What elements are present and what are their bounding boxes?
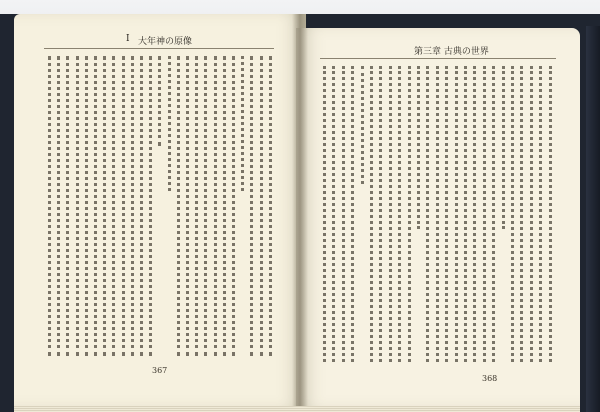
left-running-header: 大年神の原像 (138, 37, 193, 47)
text-column-line (131, 56, 134, 356)
book-gutter (292, 14, 308, 407)
right-folio: 368 (482, 374, 498, 383)
text-column-line (323, 66, 326, 362)
text-column-line (549, 66, 552, 362)
text-column-line (168, 56, 171, 191)
text-column-line (214, 56, 217, 356)
right-body-text (318, 66, 558, 362)
text-column-line (332, 66, 335, 362)
text-column-line (103, 56, 106, 356)
text-column-line (370, 66, 373, 362)
page-edges (14, 406, 580, 412)
text-column-line (269, 56, 272, 356)
text-column-line (48, 56, 51, 356)
text-column-line (112, 56, 115, 356)
text-column-line (177, 56, 180, 356)
text-column-line (492, 66, 495, 362)
right-running-header: 第三章 古典の世界 (414, 47, 489, 57)
text-column-line (539, 66, 542, 362)
text-column-line (417, 66, 420, 229)
text-column-line (66, 56, 69, 356)
text-column-line (530, 66, 533, 362)
text-column-line (85, 56, 88, 356)
text-column-line (76, 56, 79, 356)
text-column-line (464, 66, 467, 362)
left-folio: 367 (152, 366, 168, 375)
text-column-line (511, 66, 514, 362)
text-column-line (361, 66, 364, 184)
text-column-line (351, 66, 354, 362)
right-header-rule (320, 58, 556, 59)
text-column-line (149, 56, 152, 356)
text-column-line (426, 66, 429, 362)
left-chapter-mark: Ⅰ (126, 34, 130, 44)
text-column-line (342, 66, 345, 362)
text-column-line (398, 66, 401, 362)
text-column-line (483, 66, 486, 362)
text-column-line (140, 56, 143, 356)
text-column-line (502, 66, 505, 229)
text-column-line (250, 56, 253, 356)
text-column-line (122, 56, 125, 356)
text-column-line (445, 66, 448, 362)
left-header-rule (44, 48, 274, 49)
left-body-text (42, 56, 278, 356)
text-column-line (436, 66, 439, 362)
text-column-line (379, 66, 382, 362)
text-column-line (94, 56, 97, 356)
text-column-line (408, 66, 411, 362)
text-column-line (232, 56, 235, 356)
text-column-line (186, 56, 189, 356)
cover-edge (586, 26, 600, 412)
text-column-line (195, 56, 198, 356)
text-column-line (241, 56, 244, 191)
text-column-line (57, 56, 60, 356)
text-column-line (204, 56, 207, 356)
text-column-line (389, 66, 392, 362)
text-column-line (473, 66, 476, 362)
text-column-line (455, 66, 458, 362)
right-page (296, 28, 580, 407)
text-column-line (223, 56, 226, 356)
text-column-line (520, 66, 523, 362)
left-page (14, 14, 306, 407)
text-column-line (260, 56, 263, 356)
text-column-line (158, 56, 161, 146)
